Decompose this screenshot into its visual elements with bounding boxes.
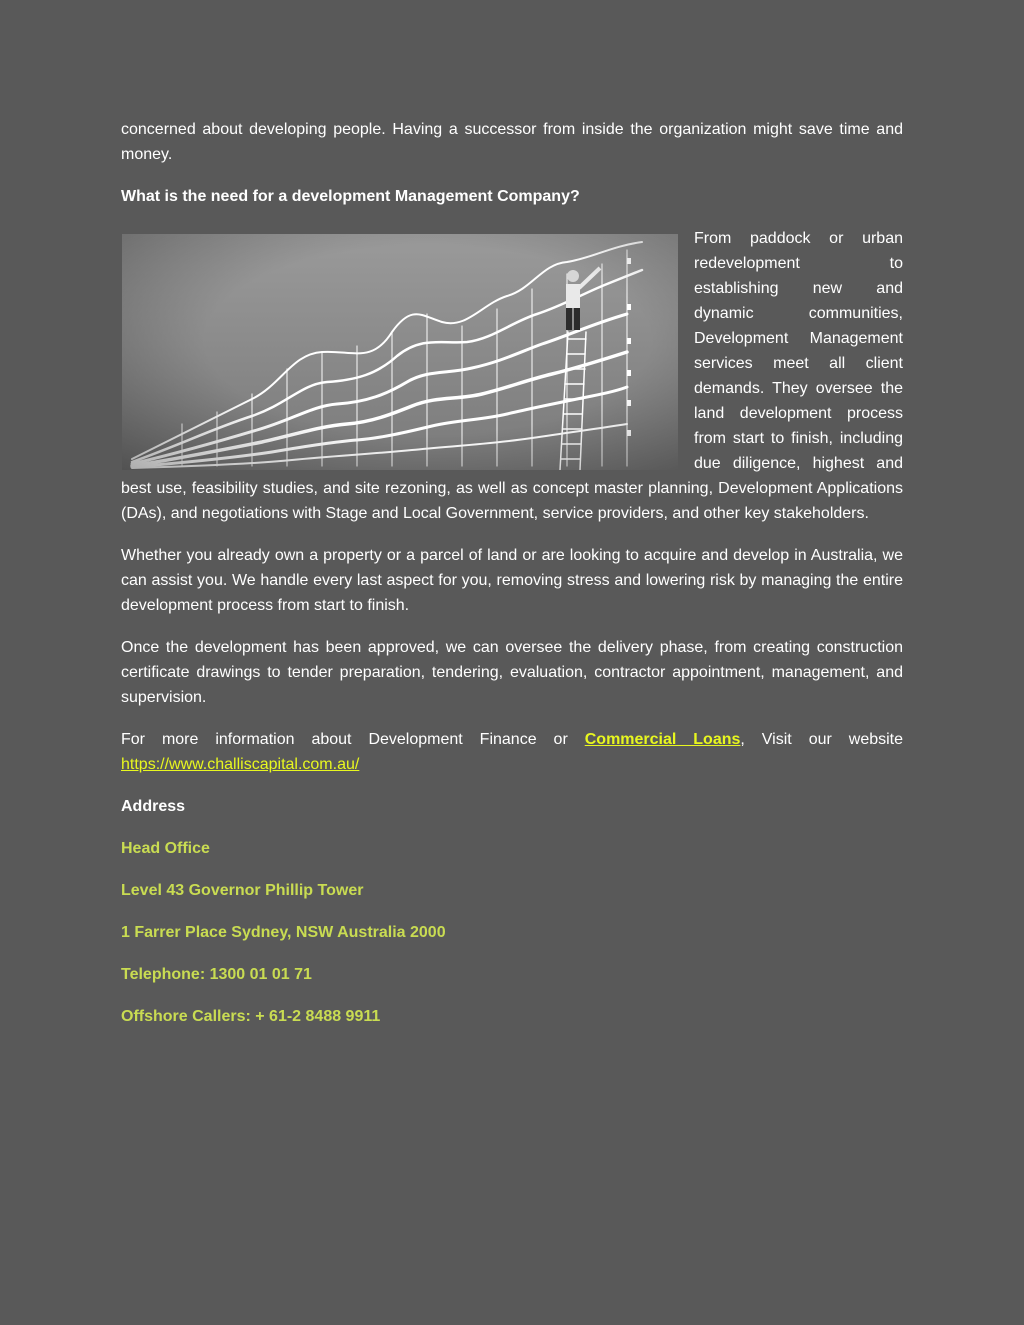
services-paragraph: From paddock or urban redevelopment to establishing new and dynamic communities, Development Management services meet all client demands. They oversee the land development process from start to finish, including due diligence, highest and best use, feasibility studies, and site rezoning, as well as concept master planning, Development Applications (DAs), and negotiations with Stage and Local Government, service providers, and other key stakeholders. <box>121 230 903 522</box>
head-office-label: Head Office <box>121 840 210 857</box>
website-link[interactable]: https://www.challiscapital.com.au/ <box>121 756 360 773</box>
building-line: Level 43 Governor Phillip Tower <box>121 882 364 899</box>
document-page <box>121 117 903 1046</box>
more-info-prefix: For more information about Development Finance or <box>121 731 585 748</box>
intro-paragraph: concerned about developing people. Having a successor from inside the organization might save time and money. <box>121 121 903 163</box>
address-heading: Address <box>121 798 186 815</box>
more-info-middle: , Visit our website <box>740 731 904 748</box>
delivery-paragraph: Once the development has been approved, we can oversee the delivery phase, from creating construction certificate drawings to tender preparation, tendering, evaluation, contractor appointment, management, and supervision. <box>121 639 903 706</box>
more-info-paragraph <box>121 727 903 777</box>
telephone-line: Telephone: 1300 01 01 71 <box>121 966 312 983</box>
growth-chart-photo-icon <box>122 234 678 470</box>
services-block <box>121 226 903 543</box>
offshore-line: Offshore Callers: + 61-2 8488 9911 <box>121 1008 381 1025</box>
assist-paragraph: Whether you already own a property or a parcel of land or are looking to acquire and develop in Australia, we can assist you. We handle every last aspect for you, removing stress and lowering risk by managing the entire development process from start to finish. <box>121 547 903 614</box>
street-line: 1 Farrer Place Sydney, NSW Australia 2000 <box>121 924 446 941</box>
section-heading: What is the need for a development Management Company? <box>121 188 580 205</box>
commercial-loans-link[interactable]: Commercial Loans <box>584 731 741 748</box>
